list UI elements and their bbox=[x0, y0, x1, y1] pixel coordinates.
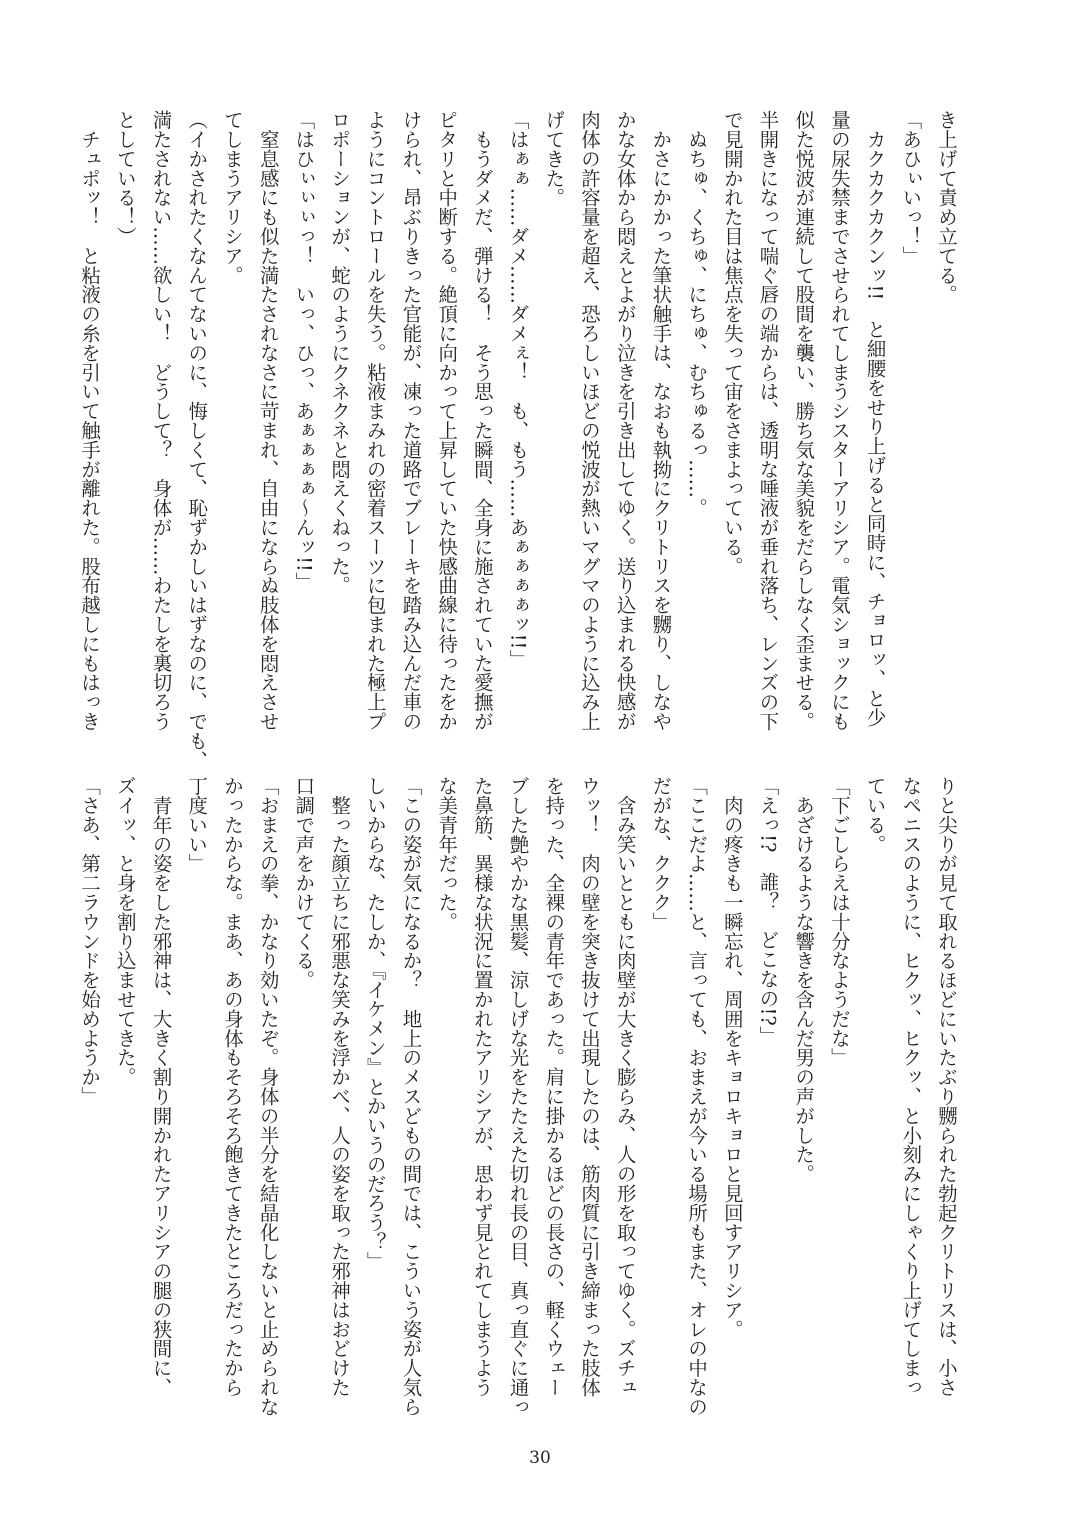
text-line: 肉の疼きも一瞬忘れ、周囲をキョロキョロと見回すアリシア。 bbox=[720, 776, 744, 1339]
text-line: ズイッ、と身を割り込ませてきた。 bbox=[113, 776, 137, 1087]
text-line: けられ、昂ぶりきった官能が、凍った道路でブレーキを踏み込んだ車の bbox=[399, 110, 423, 731]
text-line: かったからな。まあ、あの身体もそろそろ飽きてきたところだったから bbox=[220, 776, 244, 1397]
text-line: ピタリと中断する。絶頂に向かって上昇していた快感曲線に待ったをか bbox=[435, 110, 459, 731]
text-line: ぬちゅ、くちゅ、にちゅ、むちゅるっ……。 bbox=[685, 110, 709, 518]
text-line: なペニスのように、ヒクッ、ヒクッ、と小刻みにしゃくり上げてしまっ bbox=[899, 776, 923, 1397]
text-line: かな女体から悶えとよがり泣きを引き出してゆく。送り込まれる快感が bbox=[613, 110, 637, 731]
text-line: てしまうアリシア。 bbox=[220, 110, 244, 285]
text-line: 「おまえの拳、かなり効いたぞ。身体の半分を結晶化しないと止められな bbox=[256, 776, 280, 1417]
text-line: 「はぁぁ……ダメ……ダメぇ！ も、もう……あぁぁぁぁッ!!」 bbox=[506, 110, 530, 669]
text-block-upper bbox=[78, 110, 964, 770]
text-line: 丁度いい」 bbox=[185, 776, 209, 873]
text-line: 含み笑いとともに肉壁が大きく膨らみ、人の形を取ってゆく。ズチュ bbox=[613, 776, 637, 1397]
text-line: 満たされない……欲しい！ どうして？ 身体が……わたしを裏切ろう bbox=[149, 110, 173, 731]
text-line: 窒息感にも似た満たされなさに苛まれ、自由にならぬ肢体を悶えさせ bbox=[256, 110, 280, 731]
text-line: 似た悦波が連続して股間を襲い、勝ち気な美貌をだらしなく歪ませる。 bbox=[792, 110, 816, 731]
text-line: りと尖りが見て取れるほどにいたぶり嬲られた勃起クリトリスは、小さ bbox=[935, 776, 958, 1397]
text-line: 「はひぃぃぃっ！ いっ、ひっ、あぁぁぁぁ〜んッ!!」 bbox=[292, 110, 316, 592]
text-line: な美青年だった。 bbox=[435, 776, 459, 932]
text-line: としている！） bbox=[113, 110, 137, 246]
text-line: ウッ！ 肉の壁を突き抜けて出現したのは、筋肉質に引き締まった肢体 bbox=[577, 776, 601, 1397]
text-line: ようにコントロールを失う。粘液まみれの密着スーツに包まれた極上プ bbox=[363, 110, 387, 731]
text-line: 「えっ!? 誰？ どこなの!?」 bbox=[756, 776, 780, 1046]
text-line: げてきた。 bbox=[542, 110, 566, 207]
text-line: で見開かれた目は焦点を失って宙をさまよっている。 bbox=[720, 110, 744, 576]
text-line: ブした艶やかな黒髪、涼しげな光をたたえた切れ長の目、真っ直ぐに通っ bbox=[506, 776, 530, 1417]
text-line: 青年の姿をした邪神は、大きく割り開かれたアリシアの腿の狭間に、 bbox=[149, 776, 173, 1397]
text-line: （イかされたくなんてないのに、悔しくて、恥ずかしいはずなのに、でも、 bbox=[185, 110, 209, 770]
text-line: 量の尿失禁までさせられてしまうシスターアリシア。電気ショックにも bbox=[827, 110, 851, 731]
text-line: 「さあ、第二ラウンドを始めようか」 bbox=[78, 776, 102, 1106]
text-line: ロポーションが、蛇のようにクネクネと悶えくねった。 bbox=[328, 110, 352, 595]
text-line: もうダメだ、弾ける！ そう思った瞬間、全身に施されていた愛撫が bbox=[470, 110, 494, 731]
text-line: 口調で声をかけてくる。 bbox=[292, 776, 316, 990]
text-line: だがな、ククク」 bbox=[649, 776, 673, 932]
text-line: た鼻筋、異様な状況に置かれたアリシアが、思わず見とれてしまうよう bbox=[470, 776, 494, 1397]
text-line: 半開きになって喘ぐ唇の端からは、透明な唾液が垂れ落ち、レンズの下 bbox=[756, 110, 780, 731]
text-line: 整った顔立ちに邪悪な笑みを浮かべ、人の姿を取った邪神はおどけた bbox=[328, 776, 352, 1397]
text-line: 「下ごしらえは十分なようだな」 bbox=[827, 776, 851, 1067]
page-number: 30 bbox=[529, 1448, 551, 1468]
text-line: かさにかかった筆状触手は、なおも執拗にクリトリスを嬲り、しなや bbox=[649, 110, 673, 731]
text-line: しいからな、たしか、『イケメン』とかいうのだろう？」 bbox=[363, 776, 387, 1271]
text-line: 「ここだよ……と、言っても、おまえが今いる場所もまた、オレの中なの bbox=[685, 776, 709, 1417]
text-line: 肉体の許容量を超え、恐ろしいほどの悦波が熱いマグマのように込み上 bbox=[577, 110, 601, 731]
text-line: あざけるような響きを含んだ男の声がした。 bbox=[792, 776, 816, 1184]
text-line: 「あひぃいっ！」 bbox=[899, 110, 923, 266]
text-line: チュポッ！ と粘液の糸を引いて触手が離れた。股布越しにもはっき bbox=[78, 110, 102, 731]
text-line: カクカクカクンッ!! と細腰をせり上げると同時に、チョロッ、と少 bbox=[863, 110, 887, 727]
text-line: を持った、全裸の青年であった。肩に掛かるほどの長さの、軽くウェー bbox=[542, 776, 566, 1397]
text-line: 「この姿が気になるか？ 地上のメスどもの間では、こういう姿が人気ら bbox=[399, 776, 423, 1417]
text-block-lower bbox=[78, 776, 964, 1417]
text-line: き上げて責め立てる。 bbox=[935, 110, 958, 304]
text-line: ている。 bbox=[863, 776, 887, 854]
